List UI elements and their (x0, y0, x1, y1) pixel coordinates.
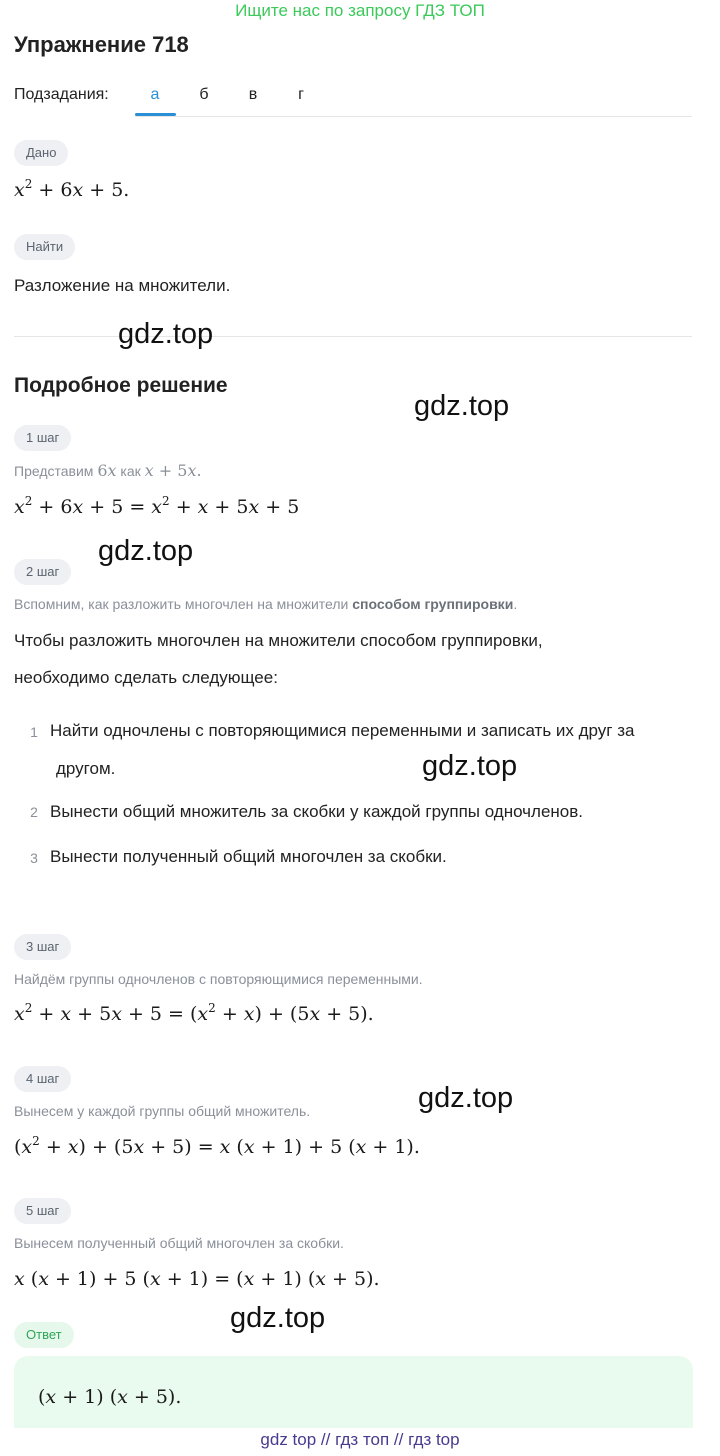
step-2-paragraph-line-2: необходимо сделать следующее: (14, 668, 278, 687)
watermark: gdz.top (230, 1302, 326, 1334)
step-1-badge: 1 шаг (14, 425, 71, 451)
watermark: gdz.top (418, 1082, 514, 1114)
tabs-divider (135, 116, 692, 117)
active-tab-indicator (135, 113, 176, 116)
step-2-note: Вспомним, как разложить многочлен на множители способом группировки. (14, 596, 518, 612)
step-2-paragraph-line-1: Чтобы разложить многочлен на множители способом группировки, (14, 631, 543, 650)
step-5-note: Вынесем полученный общий многочлен за скобки. (14, 1235, 344, 1251)
list-item-3-line-1: Вынести полученный общий многочлен за скобки. (50, 847, 447, 866)
tab-g[interactable]: г (298, 86, 304, 103)
tab-v[interactable]: в (248, 86, 258, 103)
given-badge: Дано (14, 140, 68, 166)
watermark: gdz.top (414, 390, 510, 422)
promo-banner: Ищите нас по запросу ГДЗ ТОП (235, 1, 485, 20)
list-item-number: 3 (30, 850, 38, 866)
list-item-1-line-1: Найти одночлены с повторяющимися переменными и записать их друг за (50, 721, 635, 740)
step-4-badge: 4 шаг (14, 1066, 71, 1092)
step-3-expression: $x^2 + x + 5x + 5 = (x^2 + x) + (5x + 5)$. (14, 1001, 374, 1025)
tab-a[interactable]: а (150, 86, 160, 103)
step-3-badge: 3 шаг (14, 934, 71, 960)
footer-links[interactable]: gdz top // гдз топ // гдз top (260, 1430, 460, 1449)
subtasks-label: Подзадания: (14, 86, 109, 103)
page-title: Упражнение 718 (14, 32, 189, 57)
list-item-1-line-2: другом. (56, 759, 116, 778)
step-1-note: Представим 6x как x + 5x. (14, 461, 202, 480)
section-divider (14, 336, 692, 337)
answer-badge: Ответ (14, 1322, 74, 1348)
step-4-note: Вынесем у каждой группы общий множитель. (14, 1103, 311, 1119)
find-badge: Найти (14, 234, 75, 260)
step-1-expression: $x^2 + 6x + 5 = x^2 + x + 5x + 5$ (14, 494, 300, 518)
watermark: gdz.top (422, 750, 518, 782)
solution-heading: Подробное решение (14, 374, 228, 397)
watermark: gdz.top (98, 535, 194, 567)
given-expression: $x^2 + 6x + 5$. (14, 177, 130, 201)
list-item-number: 1 (30, 724, 38, 740)
list-item-2-line-1: Вынести общий множитель за скобки у каждой группы одночленов. (50, 802, 584, 821)
step-2-badge: 2 шаг (14, 559, 71, 585)
answer-expression: (x + 1) (x + 5). (38, 1386, 182, 1408)
step-5-badge: 5 шаг (14, 1198, 71, 1224)
step-4-expression: $(x^2 + x) + (5x + 5) = x$ (x + 1) + 5 (x + 1). (14, 1134, 420, 1158)
find-text: Разложение на множители. (14, 276, 231, 295)
watermark: gdz.top (118, 318, 214, 350)
tab-b[interactable]: б (199, 86, 209, 103)
step-5-expression: x (x + 1) + 5 (x + 1) = (x + 1) (x + 5). (14, 1268, 380, 1290)
list-item-number: 2 (30, 804, 38, 820)
step-3-note: Найдём группы одночленов с повторяющимися переменными. (14, 971, 423, 987)
